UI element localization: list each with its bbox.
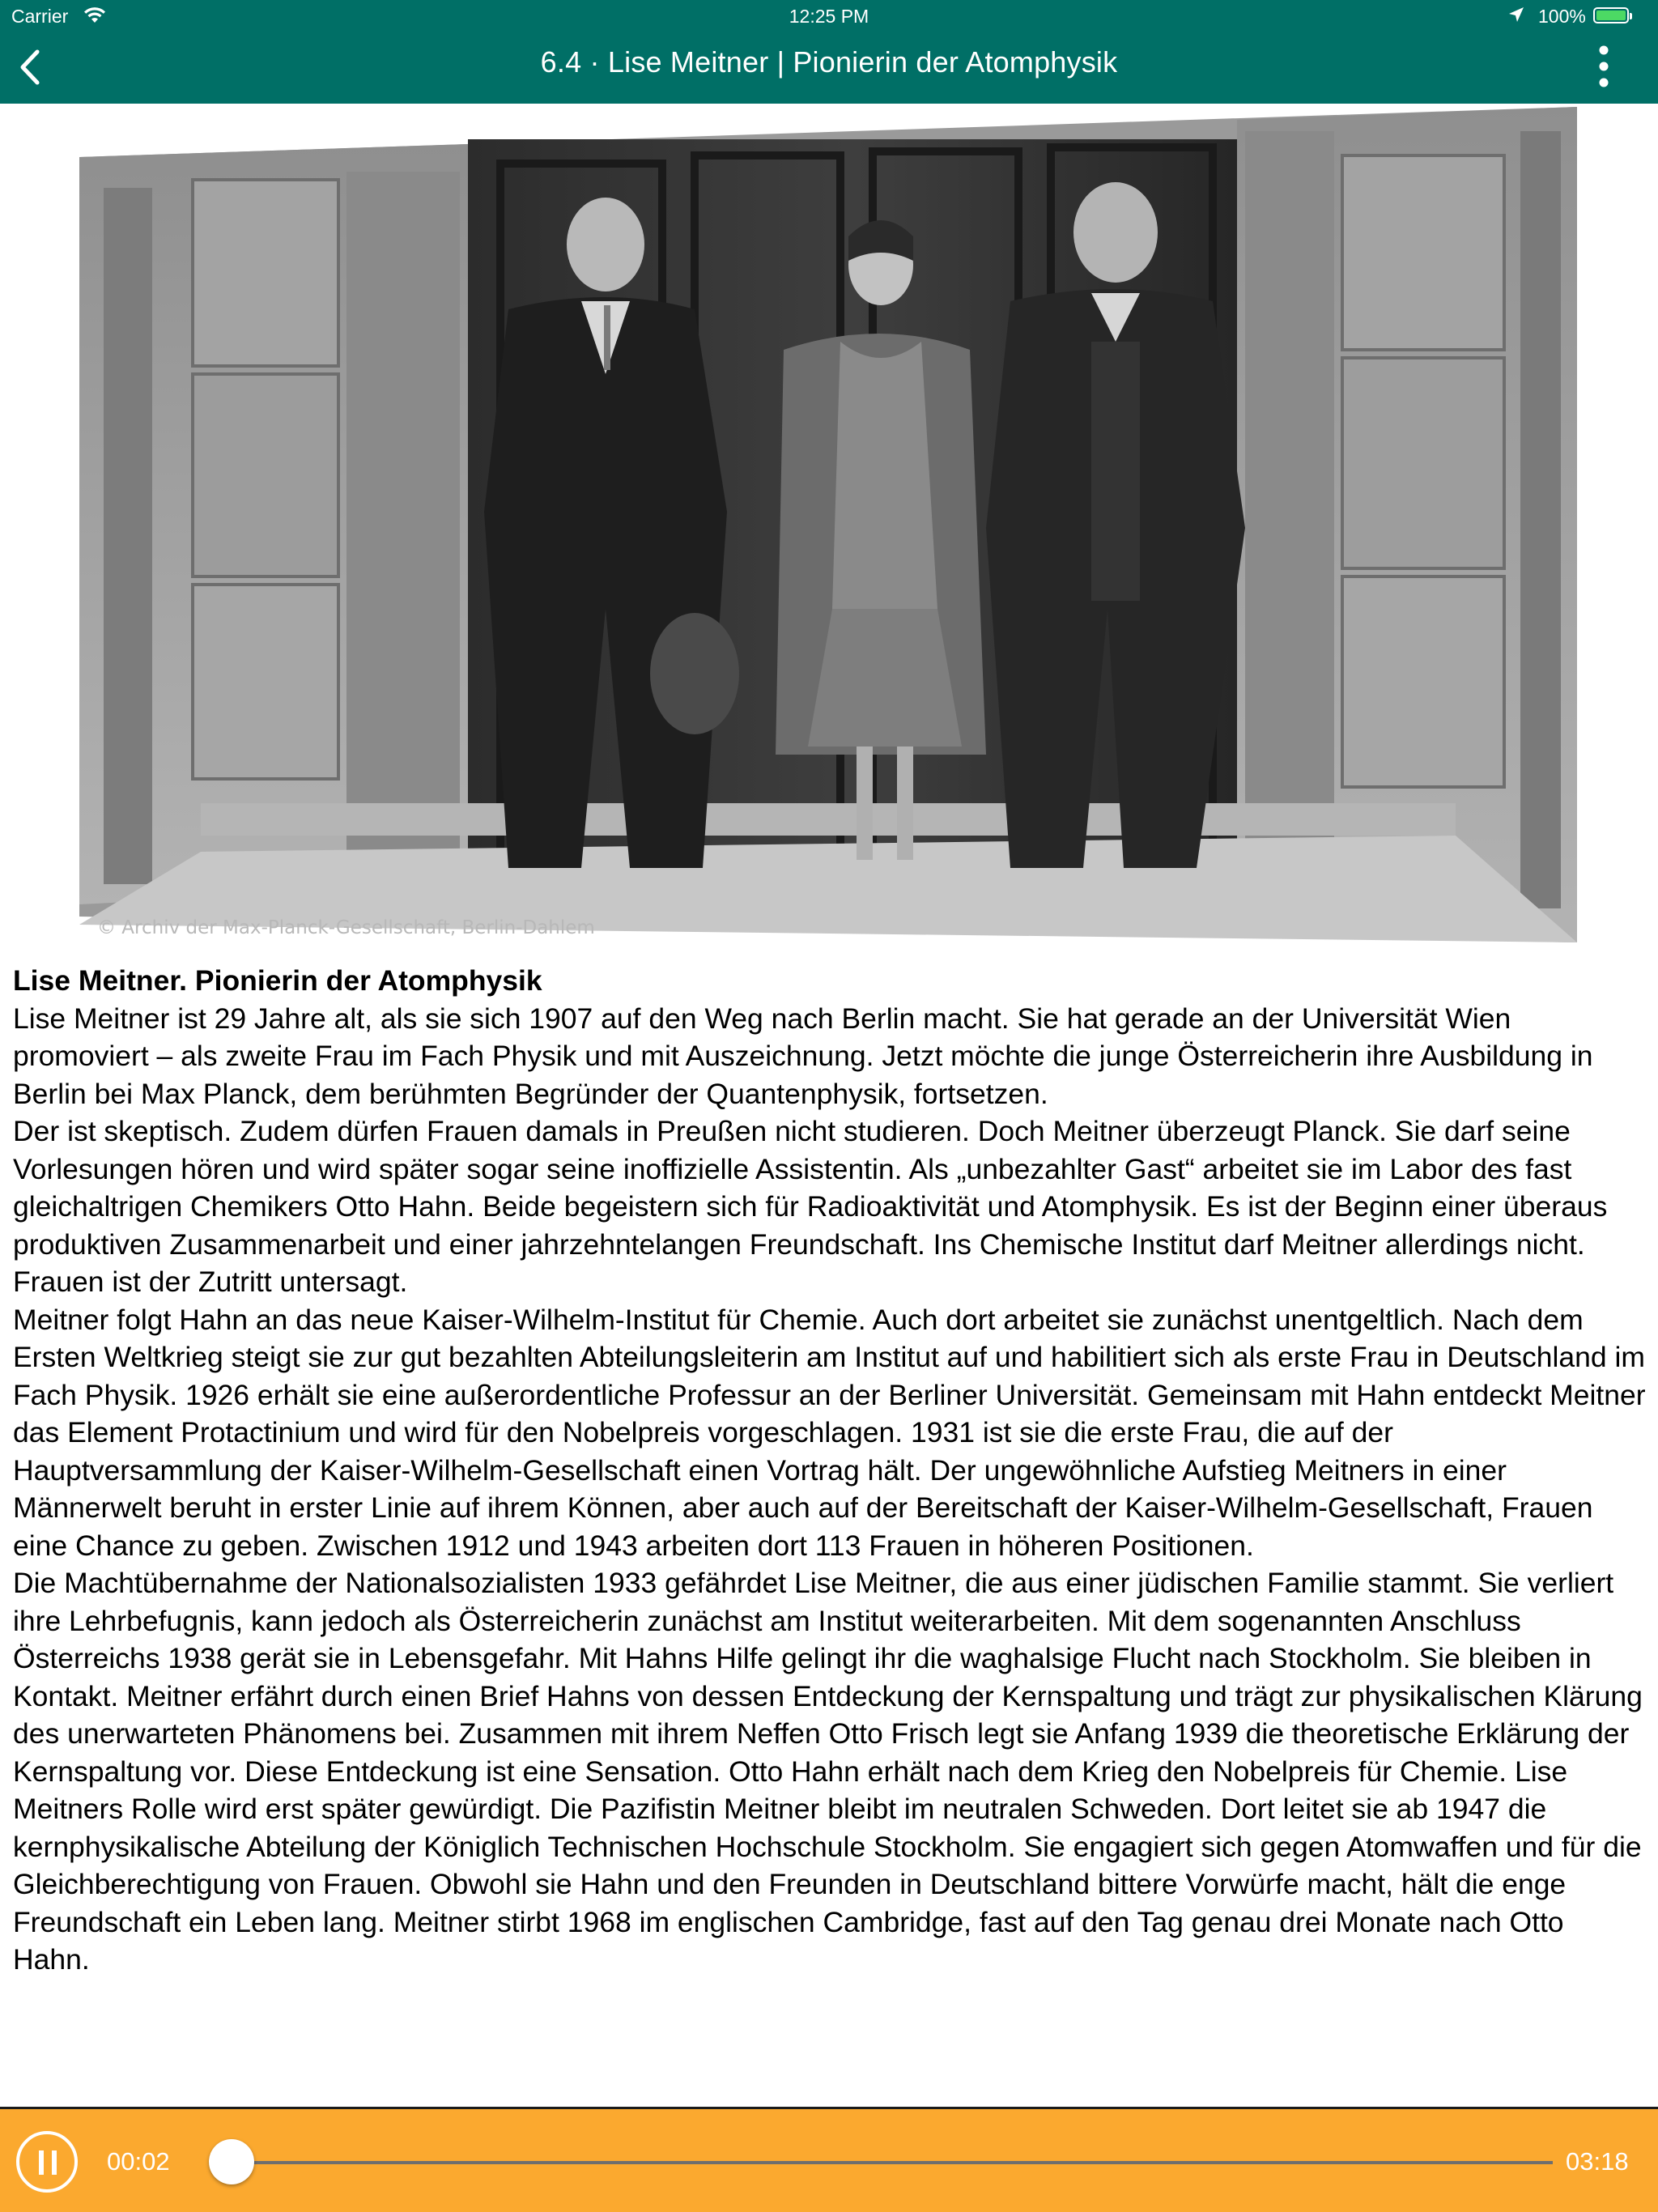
page-title: 6.4 · Lise Meitner | Pionierin der Atomphysik (540, 45, 1118, 79)
duration-time: 03:18 (1566, 2147, 1629, 2176)
current-time: 00:02 (107, 2147, 170, 2176)
status-bar (0, 0, 1658, 32)
article-photo (79, 107, 1577, 942)
status-time: 12:25 PM (789, 6, 869, 27)
article-paragraph: Meitner folgt Hahn an das neue Kaiser-Wilhelm-Institut für Chemie. Auch dort arbeitet sie zunächst unentgeltlich. Nach dem Ersten Weltkrieg steigt sie zur gut bezahlten Abteilungsleiterin am Institut auf und habilitiert sich als erste Frau in Deutschland im Fach Physik. 1926 erhält sie eine außerordentliche Professur an der Berliner Universität. Gemeinsam mit Hahn entdeckt Meitner das Element Protactinium und wird für den Nobelpreis vorgeschlagen. 1931 ist sie die erste Frau, die auf der Hauptversammlung der Kaiser-Wilhelm-Gesellschaft einen Vortrag hält. Der ungewöhnliche Aufstieg Meitners in einer Männerwelt beruht in erster Linie auf ihrem Können, aber auch auf der Bereitschaft der Kaiser-Wilhelm-Gesellschaft, Frauen eine Chance zu geben. Zwischen 1912 und 1943 arbeiten dort 113 Frauen in höheren Positionen. (13, 1303, 1646, 1562)
more-options-button[interactable] (1592, 42, 1616, 91)
pause-button[interactable] (16, 2131, 78, 2193)
progress-track[interactable] (209, 2161, 1553, 2164)
location-arrow-icon (1507, 6, 1525, 28)
article-heading: Lise Meitner. Pionierin der Atomphysik (13, 964, 542, 997)
top-bar (0, 0, 1658, 104)
audio-player (0, 2107, 1658, 2212)
player-divider (0, 2107, 1658, 2109)
more-vertical-icon (1592, 42, 1616, 91)
article-body (13, 962, 1648, 1979)
photo-credit: © Archiv der Max-Planck-Gesellschaft, Berlin-Dahlem (97, 917, 595, 938)
carrier-label: Carrier (11, 6, 69, 27)
article-paragraph: Der ist skeptisch. Zudem dürfen Frauen damals in Preußen nicht studieren. Doch Meitner überzeugt Planck. Sie darf seine Vorlesungen hören und wird später sogar seine inoffizielle Assistentin. Als „unbezahlter Gast“ arbeitet sie im Labor des fast gleichaltrigen Chemikers Otto Hahn. Beide begeistern sich für Radioaktivität und Atomphysik. Es ist der Beginn einer überaus produktiven Zusammenarbeit und einer jahrzehntelangen Freundschaft. Ins Chemische Institut darf Meitner allerdings nicht. Frauen ist der Zutritt untersagt. (13, 1115, 1608, 1298)
progress-slider-knob[interactable] (209, 2139, 254, 2184)
battery-icon (1593, 7, 1629, 23)
article-paragraph: Die Machtübernahme der Nationalsozialisten 1933 gefährdet Lise Meitner, die aus einer jüdischen Familie stammt. Sie verliert ihre Lehrbefugnis, kann jedoch als Österreicherin zunächst am Institut weiterarbeiten. Mit dem sogenannten Anschluss Österreichs 1938 gerät sie in Lebensgefahr. Mit Hahns Hilfe gelingt ihr die waghalsige Flucht nach Stockholm. Sie bleiben in Kontakt. Meitner erfährt durch einen Brief Hahns von dessen Entdeckung der Kernspaltung und trägt zur physikalischen Klärung des unerwarteten Phänomens bei. Zusammen mit ihrem Neffen Otto Frisch legt sie Anfang 1939 die theoretische Erklärung der Kernspaltung vor. Diese Entdeckung ist eine Sensation. Otto Hahn erhält nach dem Krieg den Nobelpreis für Chemie. Lise Meitners Rolle wird erst später gewürdigt. Die Pazifistin Meitner bleibt im neutralen Schweden. Dort leitet sie ab 1947 die kernphysikalische Abteilung der Königlich Technischen Hochschule Stockholm. Sie engagiert sich gegen Atomwaffen und für die Gleichberechtigung von Frauen. Obwohl sie Hahn und den Freunden in Deutschland bittere Vorwürfe macht, hält die enge Freundschaft ein Leben lang. Meitner stirbt 1968 im englischen Cambridge, fast auf den Tag genau drei Monate nach Otto Hahn. (13, 1567, 1643, 1976)
battery-percent: 100% (1538, 6, 1586, 27)
article-paragraph: Lise Meitner ist 29 Jahre alt, als sie sich 1907 auf den Weg nach Berlin macht. Sie hat gerade an der Universität Wien promoviert – als zweite Frau im Fach Physik und mit Auszeichnung. Jetzt möchte die junge Österreicherin ihre Ausbildung in Berlin bei Max Planck, dem berühmten Begründer der Quantenphysik, fortsetzen. (13, 1002, 1593, 1110)
